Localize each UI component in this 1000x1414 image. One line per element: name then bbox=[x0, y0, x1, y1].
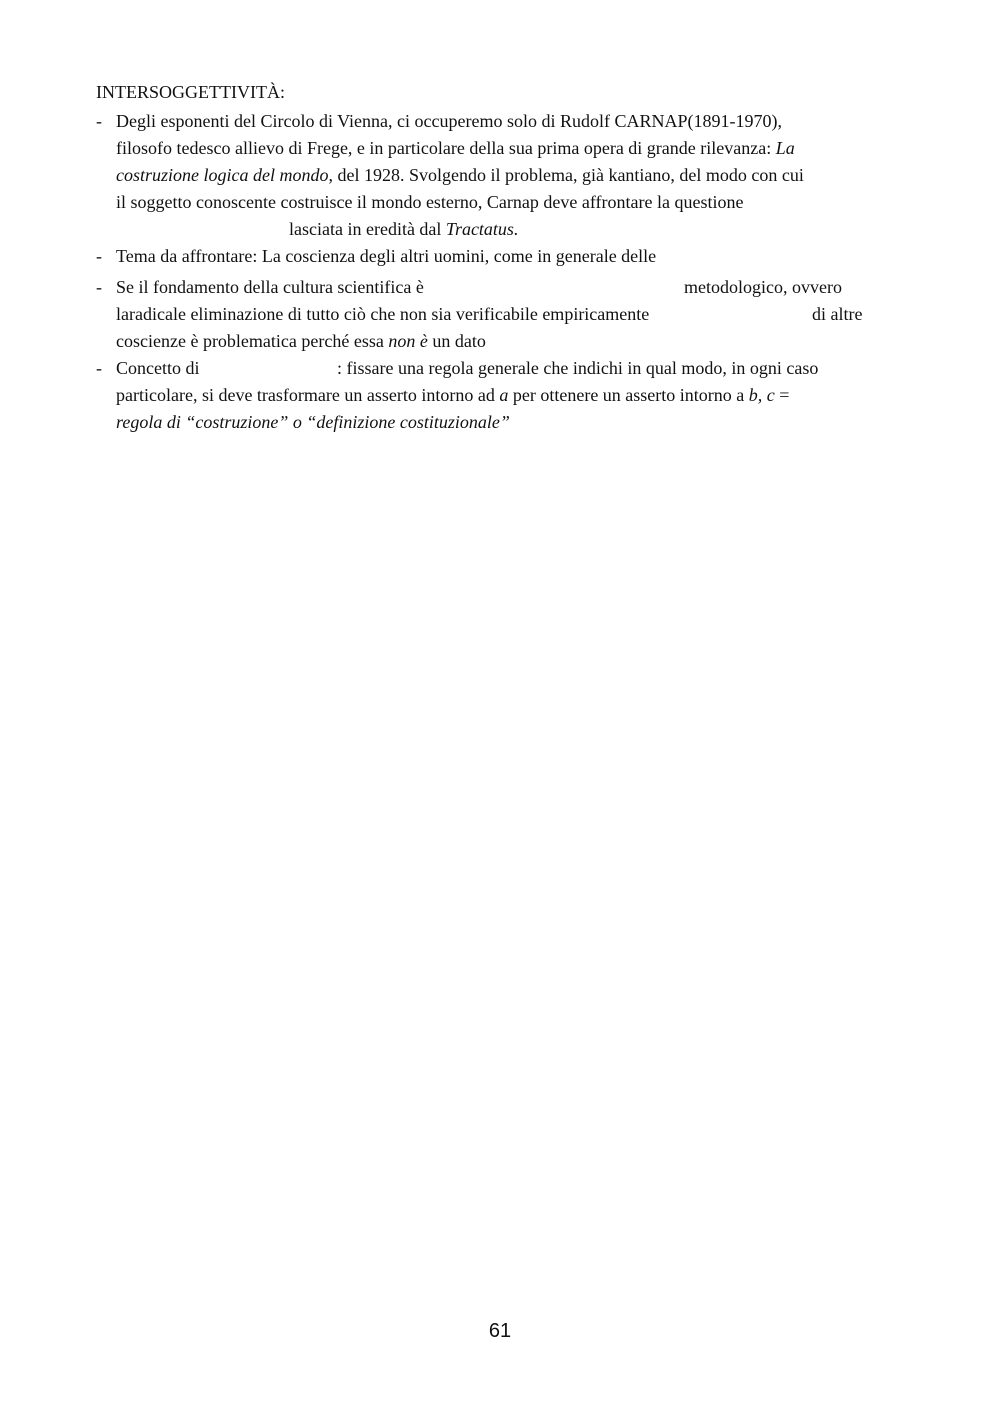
paragraph-line-tail: metodologico, ovvero bbox=[684, 277, 842, 297]
paragraph-line-tail: : fissare una regola generale che indichi in qual modo, in ogni caso bbox=[337, 358, 819, 378]
paragraph-line: particolare, si deve trasformare un asserto intorno ad a per ottenere un asserto intorno a b, c = bbox=[116, 385, 790, 405]
paragraph-line: Tema da affrontare: La coscienza degli altri uomini, come in generale delle bbox=[116, 246, 657, 266]
bullet-dash: - bbox=[96, 246, 102, 266]
paragraph-line: il soggetto conoscente costruisce il mondo esterno, Carnap deve affrontare la questione bbox=[116, 192, 744, 212]
paragraph-line: filosofo tedesco allievo di Frege, e in particolare della sua prima opera di grande rilevanza: La bbox=[116, 138, 795, 158]
page-number: 61 bbox=[488, 1320, 512, 1342]
bullet-dash: - bbox=[96, 111, 102, 131]
paragraph-line: coscienze è problematica perché essa non è un dato bbox=[116, 331, 486, 351]
paragraph-line: Se il fondamento della cultura scientifica è bbox=[116, 277, 424, 297]
paragraph-line-tail: di altre bbox=[812, 304, 863, 324]
paragraph-line: lasciata in eredità dal Tractatus. bbox=[289, 219, 519, 239]
paragraph-line: laradicale eliminazione di tutto ciò che non sia verificabile empiricamente bbox=[116, 304, 650, 324]
section-heading: INTERSOGGETTIVITÀ: bbox=[96, 82, 285, 102]
paragraph-line: costruzione logica del mondo, del 1928. Svolgendo il problema, già kantiano, del modo con cui bbox=[116, 165, 804, 185]
bullet-dash: - bbox=[96, 358, 102, 378]
paragraph-line: Concetto di bbox=[116, 358, 200, 378]
paragraph-line: Degli esponenti del Circolo di Vienna, ci occuperemo solo di Rudolf CARNAP(1891-1970), bbox=[116, 111, 782, 131]
bullet-dash: - bbox=[96, 277, 102, 297]
paragraph-line: regola di “costruzione” o “definizione costituzionale” bbox=[116, 412, 510, 432]
